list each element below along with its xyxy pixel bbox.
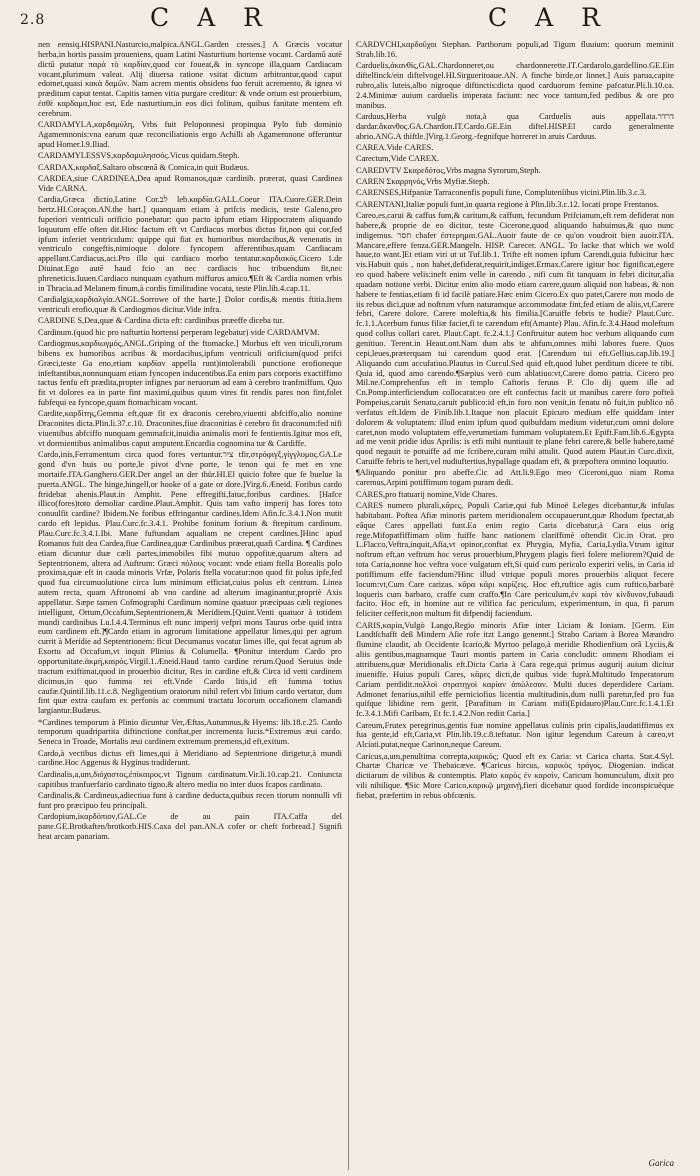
dictionary-entry: Careum,Frutex peregrinus,gentis fuæ nomine appellatus culinis prin cipalis,laudatiffimus ex fua gente,id eft,Caria,vt Plin.lib.19.c.8.teftatur. Non igitur legendum Careum à careo,vt Alciati.putat,neque Carinon,neque Careum. — [356, 720, 674, 750]
running-head-right: C A R — [488, 3, 610, 32]
dictionary-entry: CARENSES,Hifpaniæ Tarraconenfis populi fune, Compluteníibus vicini.Plin.lib.3.c.3. — [356, 188, 647, 198]
dictionary-entry: CARDEA,siue CARDINEA,Dea apud Romanos,quæ cardinib. præerat, quasi Cardinea Vide CARNA. — [38, 173, 342, 193]
dictionary-entry: CARDAMYLA,καρδαμύλη, Vrbs fuit Peloponnesi propinqua Pylo fub dominio Agamemnonis:vna earum quæ reconciliationis ergo Achilli ab Agamemnone offeruntur apud Homer.l.9.Iliad. — [38, 120, 342, 149]
dictionary-entry: CARDAX,καρδαξ.Saltaro obscœnā & Comica,in quit Budæus. — [38, 162, 250, 172]
dictionary-entry: CAREN Σκαρρηνός,Vrbs Myfiæ.Steph. — [356, 176, 490, 186]
dictionary-entry: Cardia,Græca dictio,Latine Cor.לב leb.καρδία.GALL.Coeur ITA.Cuore.GER.Dein hertz.HI.Coraçon.AN.the hart.] quanquam etiam à prifcis medicis, teste Galeno,pro fuperiori ventriculi orificio ponebatur: quo pacto ipfum etiam Hippocratem aliquando loquutum effe often dit.Hinc factum eft vt Cardiacus morbus dictus fit,non qui cor,fed ipfum inferiet ventriculum: quippe qui fiat ex humoribus mordacibus,& venenatis in ventriculo congeftis,nimioque dolore fyncopem afferentibus,quam Cardiacam appellant.Cardiacus,aci.Pro illo qui cardiaco morbo tentatur.καρδιακός.Cicero 1.de Diuinat.Ego autē haud fcio an nec cardiacis hoc tribuendum fit,nec phreneticis.Iuuen.Cardiaco nunquam cyathum miffurus amico.¶Eft & Cardia nomen vrbis in Thracia.ad Melanem finum,à cordis fimilitudine vocata, teste Plin.lib.4.cap.11. — [38, 195, 342, 293]
dictionary-entry: CARDAMYLESSVS,καρδαμυλησσός.Vicus quidam.Steph. — [38, 151, 240, 161]
dictionary-entry: *Cardines temporum à Plinio dicuntur Ver,Æftas,Autumnus,& Hyems: lib.18.c.25. Cardo temporum quadripartita diftinctione conftat,per incrementa lucis.*Extremus æui cardo. Seneca in Troade, Mortalis æui cardinem extremum premens,id eft,exitum. — [38, 717, 342, 747]
dictionary-entry: Carduelis,ἀκανθίς,GAL.Chardonneret,ou chardonnerette.IT.Cardarolo,gardellino.GE.Ein diftelfinck/ein diftelvogel.HI.Sirgueritoaue.AN. A finche birde,or linnet.] Auis parua,capite rubro,alis luteis,albo nigroque diftinctis:dicta quod carduorum femine pafcatur.Pli.li.10.ca. 2.4.Minimæ auium carduelis imperata faciunt: nec voce tantum,fed pedibus & ore pro manibus. — [356, 61, 674, 110]
dictionary-entry: Careo,es,carui & caffus fum,& caritum,& caffum, fecundum Prifcianum,eft rem defiderat non habere,& proprie de eo dicitur, teste Cicerone,quod aliquando habuimus,& quo nunc indigemus. חסר chafer ἐστερημαι.GAL.Auoir faute de ce qu'on voudroit bien auoir.ITA. Mancare,effere fenza.GER.Mangeln. HISP. Carecer. ANGL. To lacke that which we wold haue,to want.]Et etiam viri ut ut Tuf.lib.1. Trifte eft nomen ipfum Carendi,quia fubicitur hæc vis.Habuit quis , non habet,defiderat,requirit,indiget.Ermax.Carere igitur hoc fignificat,egere eo quod habere velis:ineft enim velle in carendo , nifi cum fit tanquam in febri dicitur,alia quadam notione verbi. Dicitur enim alio modo etiam carere,quum aliquid non habeas, & non habere te fentias,etiam fi id facilè patiare.Hæc enim Cicero.Ex quo patet,Carere non modo de iis rebus dici,quæ ad noftrum vfum naturamque accommodatæ fint,fed etiam de aliis,vt,Carere febri, Carere dolore. Carere moleftia,& his fimilia.[Caruiffe febris te hodie? Plaut.Curc. fc.1.1.Acerbum funus filiæ faciet,fi te carendum eft(Amante) Plau. Afin.fc.3.4.Haud moleftum quod collus collari caret. Plaut.Capt. fc.2.4.1.] Conftruitur autem hoc verbum aliquando cum genitiuo. Terent.in Heaut.ont.Nam dum abs te abfum,omnes mihi labores fuere. Quos cepi,leues,præterquam tui carendum quod erat. [Carendum tui eft.Gellius.cap.lib.19.] Aliquando cum accufatiuo.Plautus in Curcul.Sed quid eft,quod lubet perditum dicere te tibi. Quia id, quod amo carendo.¶Sæpius verò cum ablatiuo:vt,Carere domo patria. Cicero pro Mil.ne.Comprehenfus eft in templo Caftoris feruus P. Clo dij quem ille ad Cn.Pomp.interficiendum collocarat:eo ore eft confectus facit ut manibus carere foro pofteà Pompeius,caruit Senatu,caruit publico:id eft,in foro non venit,in fenatu nô fuit,in publico nô verfatus eft.Idem de Finib.lib.1.Itaque non placuit Epicuro medium effe quiddam inter dolorem & voluptatem: illud enim ipfum quod quibufdam medium videtur,cum omni dolore caret,non modo voluptatem effe,verumetiam fummam voluptatem.Et Epift.Fam.lib.6.Ægypta ad me venit pridie idus Aprilis: is etfi mihi nuntiauit te plane febri carere,& belle habere,tamé quod negauit te potuiffe ad me fcribere,curam mihi attulit. Quod autem Plaut.in Curc.dixit, Caruiffe febris te heri,vel nudiuftertius,hypallage quadam eft, & præpoftera omnino loquutio. — [356, 211, 674, 467]
dictionary-entry: CARES,pro ftatuarij nomine,Vide Chares. — [356, 489, 498, 499]
dictionary-entry: CARIS,καρία,Vulgò Lango,Regio minoris Afiæ inter Liciam & Ioniam. [Germ. Ein Landtſchafft deß Mindern Aſie rofe itzt Lango genennt.] Strabo Cariam à Borea Mæandro flumine claudit, ab Occidente Icario,& Myrtoo pelago,à meridie Rhodienfium orâ Lyciis,& aliis gentibus,magnamque Tauri montis partem in Caria concludit: omnem Rhodiam ei attribuens,quæ Meridionalis eft.Dicta Caria à Cara rege,qui primus augurij auium dicitur inueniffe. Huius populi Cares, κᾶρες dicti,de quibus vide fuprà.Multitudo Imperatorum Cariam perdidit.πολλοὶ στρατηγοὶ καρίαν ἀπώλεσαν. Multi duces deperdidere Cariam. Admonet fenarius,nihil effe perniciofius licentia multitudinis,dum nulli paretur,fed pro fua quifque libidine rem gerit. [Parafitum in Cariam mifi(Epidauro)Plau.Curc.fc.1.4.1.Et fc.3.4.1.Mifi Caribam, Et fc.1.4.2.Non rediit Caria.] — [356, 620, 674, 719]
page-header — [0, 0, 700, 36]
dictionary-entry: Cardinum.(quod hic pro nafturtio hortensi perperam legebatur) vide CARDAMVM. — [38, 327, 320, 337]
dictionary-entry: Caricus,a,um,penultima correpta,καρικός; Quod eft ex Caria: vt Carica charta. Stat.4.Syl. Chartæ Charicæ ve Thebaicæve. ¶Caricus hircus, καρικὸς τράγος. Diogenian. indicat dictiarum de vilibus & contemptis. Plato καρὸς ἐν καρσὶν, Caricum homunculum, dixit pro vili nihilique. ¶Sic More Carico,καρικῷ μηχανῇ,fieri dicebatur quod fordide inconspicuèque fiebat, præfertim in rebus obfcœnis. — [356, 751, 674, 800]
dictionary-entry: CAREDVTV Σκαρεδότος,Vrbs magna Syrorum,Steph. — [356, 165, 541, 175]
catchword: Garica — [648, 1158, 674, 1168]
dictionary-entry: Cardialgia,καρδιαλγία.ANGL.Sorrowe of the harte.] Dolor cordis,& mentis ftitia.Item ventriculi erofio,quæ & Cardiogmos dicitur.Vide infra. — [38, 295, 342, 314]
dictionary-entry: Cardo,inis,Ferramentum circa quod fores vertuntur.ציר tfir,στρόφιγξ,γίγγλυμος.GA.Le gond d'vn huis ou porte,le pivot d'vne porte, le tenon qui fe met en vne mortaife.ITA.Ganghero.GER.Der angel an der thür.HI.El quicio fobre que fe buelue la puerta.ANGL. The hinge,hingell,or hooke of a gate or dore.]Virg.6.Æneid. Foribus cardo ftridebat ahenis.Plaut.in Amphit. Pene effregifti,fatuc,foribus cardines. [Hafce illico(fores)toto demoliar cardine.Plaut.Amphit. Quis tam vafto imperij has fores toto conuulfit cardine? Ibidem.Ne foribus effringantur cardines.Idem Afin.fc.3.4.1.Non mutit cardo eft lepidus. Plau.Curc.fc.3.4.1. Prohibe fonitum forium & ftrepitum cardinum. Plau.Curc.fc.3.4.1.Ibi. Mane fuftundam aqualiam ne crepent cardines.]Hinc apud Romanos fuit dea Cardea,fiue Cardinea,quæ Cardinibus præerat,quafi Cardina. ¶ Cardines etiam dicuntur duæ cæli partes,immobiles fibi mutuo oppofitæ,quarum altera ad Septentrionem, altera ad Auftrum: Græci πόλους vocant: vnde etiam ftella Borealis polo proxima,quæ eft in cauda minoris Vrfæ, Polaris ftella vocatur:non quod fit polus ipfe,fed quod fua circumuolutione circa lum minimum efficiat,cuius polus eft centrum. Linea autem recta, quam Aftronomi ab vno cardine ad alterum imaginantur,propriè Axis appellatur. Sæpe tamen Cofmographi Cardinum nomine quatuor præcipuas cæli regiones intelligunt, Ortum,Occafum,Septentrionem,& Meridiem.[Quint.Venti quatuor à totidem mundi cardinibus Lu.l.4.4.Terminus eft nunc imperij vefpri mons Taurus orbe quid intra eum cardinem eft.]¶Cardo etiam in agrorum limitatione appellatur limes,qui per agrum currit à Meridie ad Septentrionem: ficut Decumanus vocatur limes ille, qui fecat agrum ab Exortu ad Occafum,vt inquit Plinius & Columella. ¶Ponitur interdum Cardo pro opportunitate.ἀκμή,καιρός.Virgil.1.Æneid.Haud tanto cardine rerum.Quod Seruius inde tractum exiftimat,quod in prouerbio dicitur, Res in cardine eft,& Circa id vetti cardinem dicimus,in quo fumma rei eft.Vnde Cardo litis,id eft fumma totius caufæ.Quintil.lib.11.c.8. Negligentium oratorum nihil refert vbi litium cardo vertatur, dum fint quæ extra caufam ex perfonis ac communi tractatu locorum occafionem clamandi largiantur.Budæus. — [38, 450, 342, 716]
dictionary-entry: Cardopium,ἱκαρδόπιον,GAL.Ce de au pain ITA.Caffa del pane.GE.Brotkaften/brotkorb.HIS.Caxa del pan.AN.A cofer or cheft forbread.] Signifi heat arcam panariam. — [38, 812, 342, 841]
dictionary-entry: Cardinalis,a,um,διόχαστος,ἐπίκαιρος.vt Tignum cardinatum.Vir.li.10.cap.21. Coniuncta capitibus tranfuerfario cardinato tigno,& altero media no inter duos fcapos cardinato. — [38, 769, 342, 789]
column-divider — [348, 40, 349, 1170]
dictionary-entry: CAREA.Vide CARES. — [356, 142, 434, 152]
dictionary-entry: nen eensiq.HISPANI.Nasturcio,malpica.ANGL.Garden cresses.] A Græcis vocatur herba,in hortis passim proueniens, quam Latini Nasturtium hortense vocant. Cardamū autē dictū putatur παρὰ τὸ καρδίαν,quod cor foueat,& in syncope illa,quam Cardiacam vocant,plurimum valeat. Alij diuersa ratione vsitat dictum arbitrantur,quod caput edomet,quasi κακὰ δαμῶν. Nam acrem mentis obsidens fuo feruit acremento, & ignea vi præditum caput tentat. Capitis tamen vitia purgare creditur: & vnde ortum est prouerbium, ἐσθὲ καρδαμα,hoc est, Ede nasturtium,in eos dici folitum, quibus fanitate mentem eft cerebrum. — [38, 40, 342, 118]
dictionary-entry: Cardinalis,& Cardineus,adiectiua funt à cardine deducta,quibus recen tiorum nonnulli vfi funt pro præcipuo feu principali. — [38, 790, 342, 810]
dictionary-entry: Carduus,Herba vulgò nota,à qua Carduelis auis appellata.דרדר dardar.ἄκανθος.GA.Chardon.IT.Cardo.GE.Ein diftel.HISP.El cardo generalmente abrio.ANG.A thiftle.]Virg.1.Georg.-fegnifque horreret in aruis Carduus. — [356, 111, 674, 141]
dictionary-entry: CARDINE S,Dea,quæ & Cardina dicta eft: cardinibus præeffe diceba tur. — [38, 316, 284, 326]
dictionary-entry: Carectum,Vide CAREX. — [356, 154, 439, 164]
dictionary-entry: ¶Aliquando ponitur pro abeffe.Cic ad Att.li.9.Ego meo Ciceroni,quo niam Roma caremus,Arpini potiffimum togam puram dedi. — [356, 468, 674, 488]
dictionary-entry: Cardite,καρδίτης,Gemma eft,quæ fit ex draconis cerebro,viuenti abfciffo,alio nomine Draconites dicta.Plin.li.37.c.10. Draconites,fiue draconitias è cerebro fit draconum:fed nifi viuentibus abfciffo nunquam gemmafcit,inuidia animalis mori fe fentientis.Igitur mos eft, vt dormientibus animalibus caput amputent.Encardia cognomina tur & Cardiffe. — [38, 409, 342, 448]
dictionary-entry: CARDVCHI,καρδοῦχοι Stephan. Parthorum populi,ad Tigum fluuium: quorum meminit Strab.lib.16. — [356, 40, 674, 59]
dictionary-entry: Cardo,à vectibus dictus eft limes,qui à Meridiano ad Septentrione dirigetur,à mundi cardine.Hoc Aggenus & Hyginus tradiderunt. — [38, 748, 342, 768]
left-column — [38, 40, 342, 1172]
dictionary-entry: CARENTANI,Italiæ populi funt,in quarta regione à Plin.lib.3.c.12. locati prope Frentanos. — [356, 199, 659, 209]
dictionary-entry: CARES numero plurali,κᾶρες, Populi Cariæ,qui fub Minoë Leleges dicebantur,& infulas habitabant. Poftea Afiæ minoris partem meridionalem occupauerunt,quæ Rhodum fpectat,ab eâque Cares appellati funt.Ea enim regio Caria dicebatur,à Cara eius orig rege.Mifopatfiffimam olim fuiffe hanc nationem clariffimè oftendit Cic.in Orat. pro L.Flacco,Veftra,inquit,Afia,vt opinor,conftat ex Phrygia, Myfia, Caria,Lydia.Vtrum igitur noftrum eft,an veftrum hoc verus prouerbium,Phrygem plagis fieri folere meliorem?Quid de tota Caria,nonne hoc veftra voce vulgatum eft,Si quid cum periculo experiri velis, in Caria id potiffimum effe faciendum?Hinc illud vtrique populi mores prouerbiis aliquot fecere locum:vt,Cum Care carizas. κᾶρα κᾶρι καρίζεις. Hoc eft,ruftice agis cum ruftico,barbarè loqueris cum barbaro, craffe cum craffo.¶In Care periculum,ἐν καρὶ τὸν κίνδυνον,fubaudi facito. Hoc eft, in homine aut re vilifica fac periculum, experimentum, in qua, fi parum feliciter cefferit,non multum fit difpendij faciendum. — [356, 500, 674, 619]
page-number: 2.8 — [20, 12, 46, 28]
dictionary-entry: Cardiogmus,καρδιωγμός,ANGL.Griping of the ftomacke.] Morbus eft ven triculi,rorum bibens ex humoribus acribus & mordacibus,ipfum ventriculi orificium(quod prifci Græci,teste Ga eno,etiam καρδίαν appella runt)intolerabili punctione erofioneque infeftantibus,nonnunquam etiam fyncopen inducentibus.Ea enim pars corporis exactiffimo tactus fenfu eft prædita,propter infignes par neruorum ad eam à cerebro tranfmiffum. Quo fit vt dolores ea in parte fint maximi,quibus quum vires fit rendis pares non fint,folet fubfequi ea fyncope,quam ftomachicam vocant. — [38, 338, 342, 408]
running-head-left: C A R — [150, 3, 272, 32]
right-column — [356, 40, 674, 1172]
